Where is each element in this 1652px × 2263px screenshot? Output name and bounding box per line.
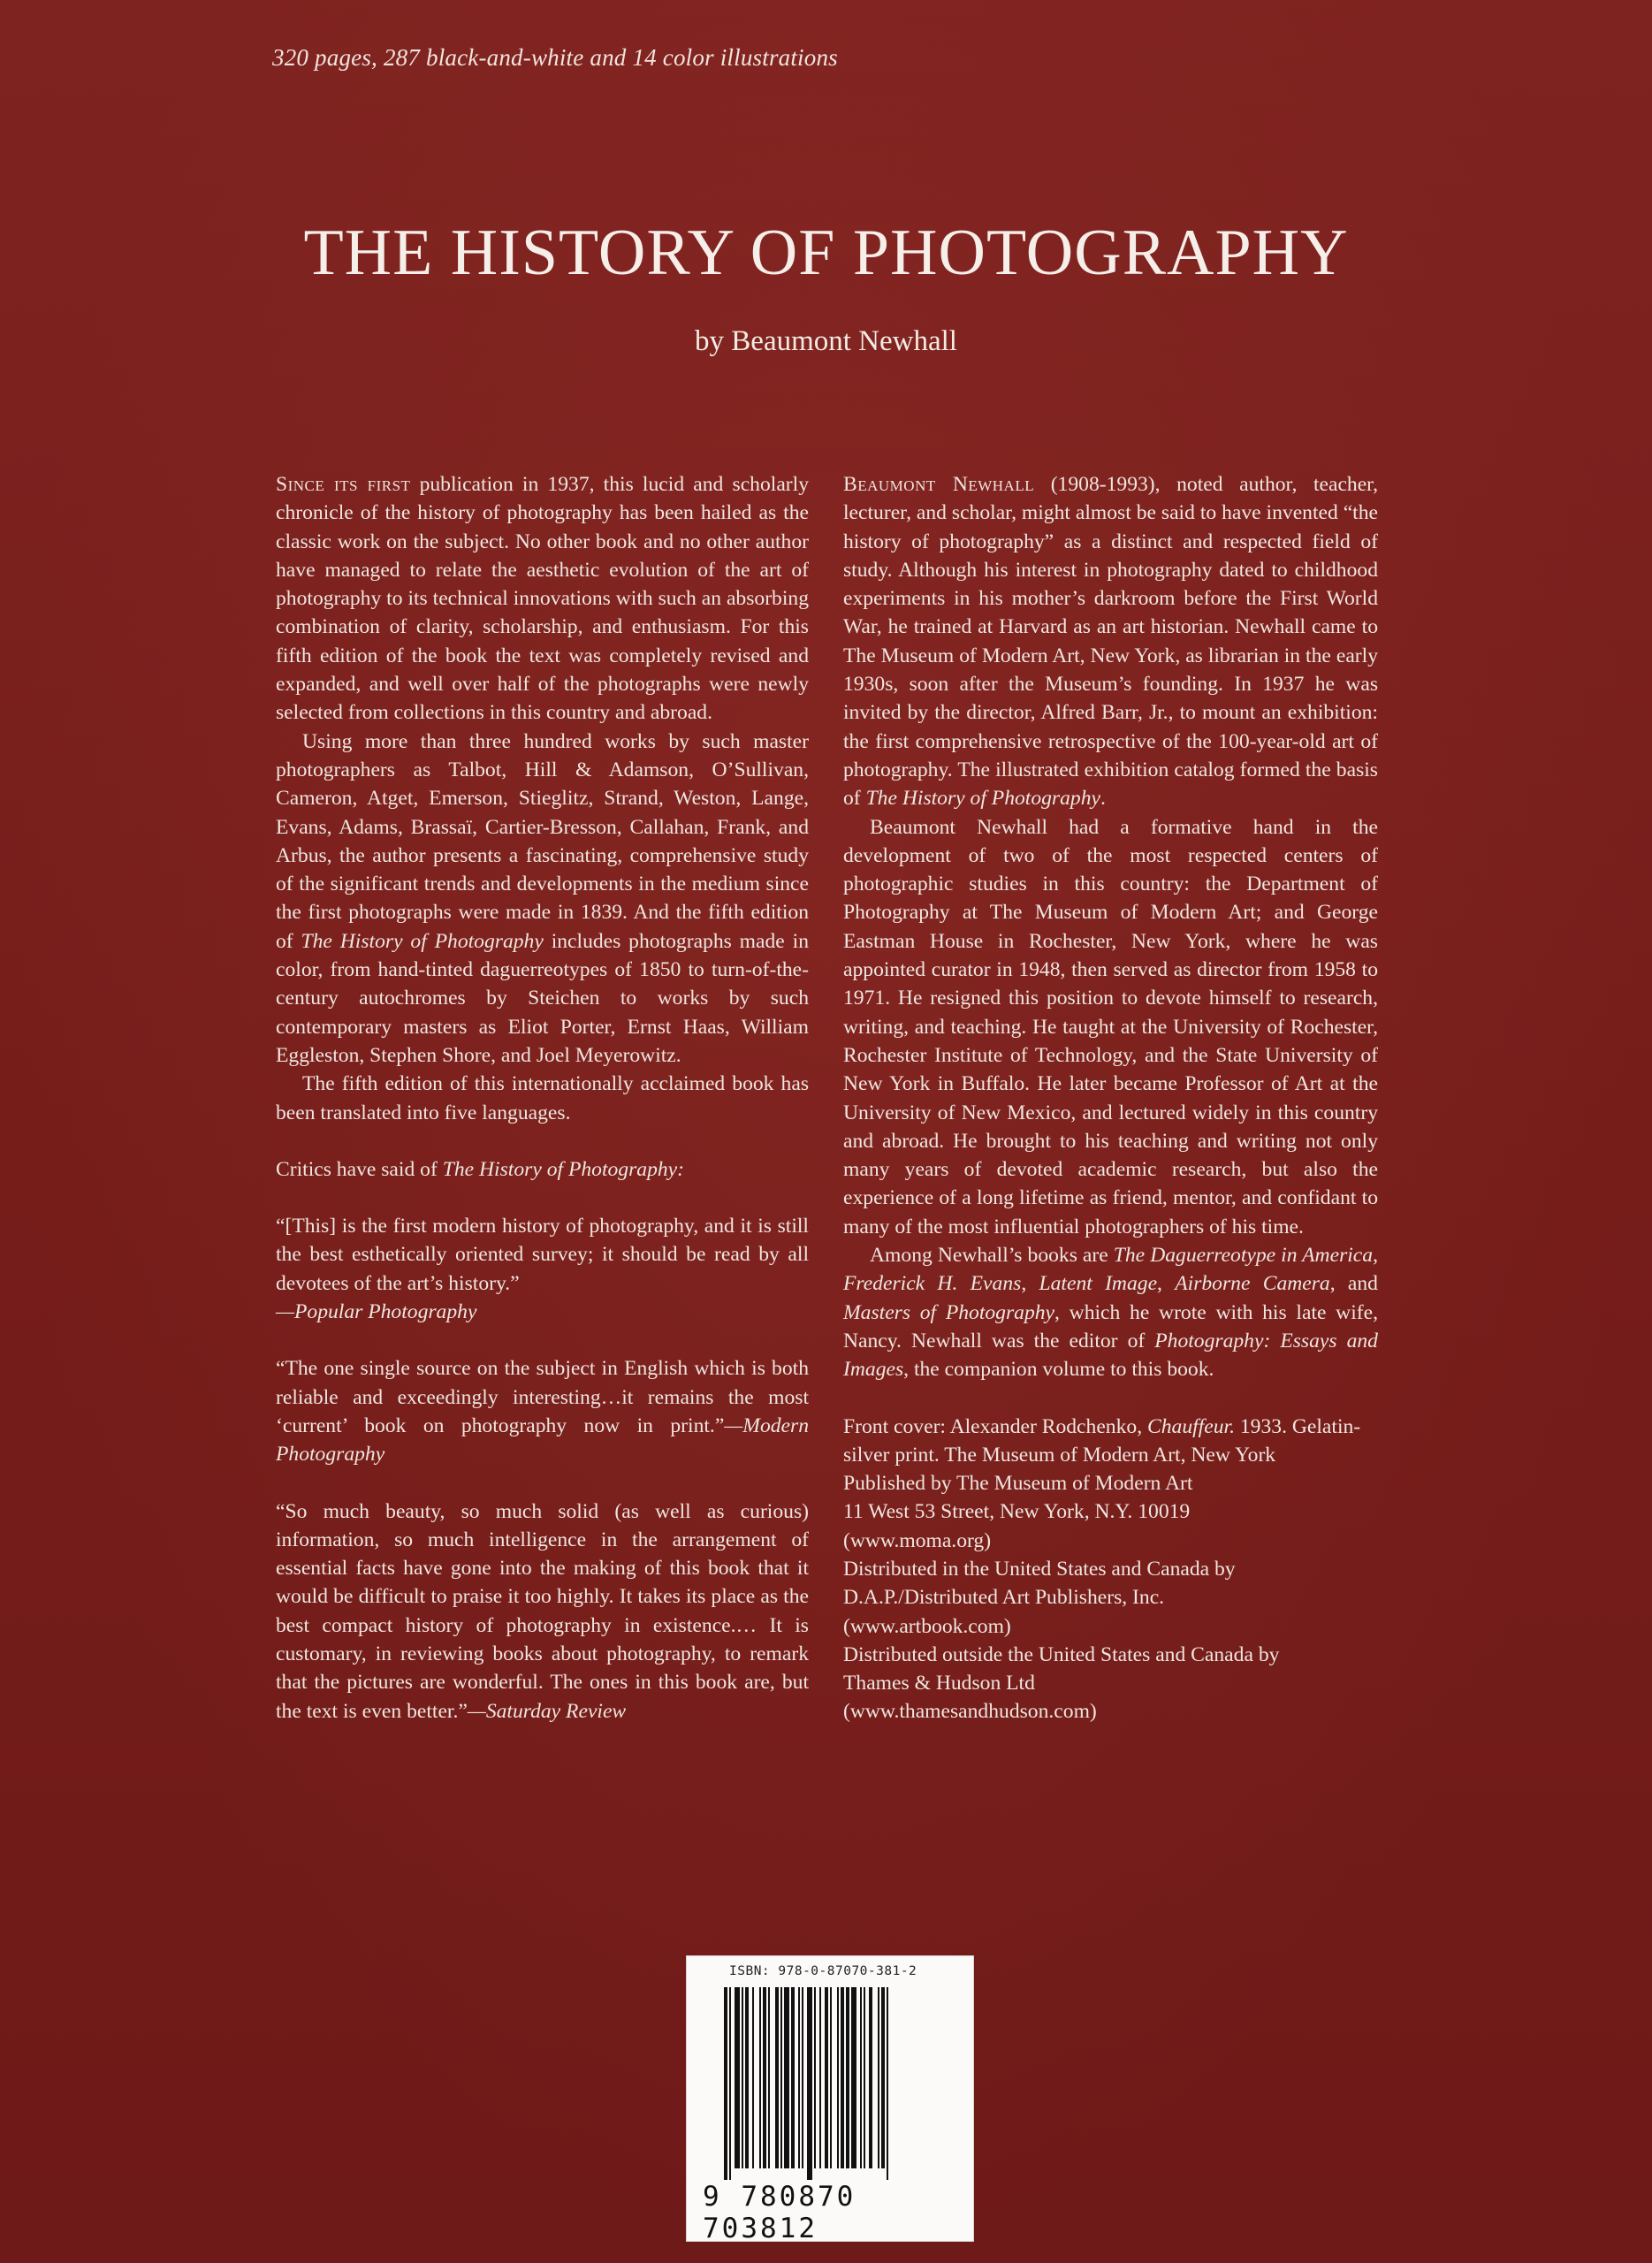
book-title-ref: The History of Photography	[301, 929, 544, 953]
bio-lead: Beaumont Newhall	[843, 473, 1035, 496]
barcode-bar	[775, 1987, 779, 2168]
barcode-digits: 9 780870 703812	[703, 2181, 856, 2244]
book-ref: The Daguerreotype in America	[1113, 1244, 1374, 1268]
bio-book-title: The History of Photography	[865, 787, 1100, 811]
publisher-url: (www.moma.org)	[843, 1528, 992, 1552]
barcode-bar	[814, 1987, 816, 2168]
barcode-bar	[846, 1987, 849, 2168]
books-paragraph: Among Newhall’s books are The Daguerreotype in America, Frederick H. Evans, Latent Image, Airborne Camera, and Masters of Photography, which he wrote with his late wife, Nancy. Newhall was the editor of Photography: Essays and Images, the companion volume to this book.	[843, 1244, 1378, 1382]
cover-artwork-title: Chauffeur.	[1147, 1414, 1235, 1438]
intl-distributor-name: Thames & Hudson Ltd	[843, 1672, 1035, 1695]
barcode-bar	[759, 1987, 761, 2168]
intl-distributor-line: Distributed outside the United States and Canada by	[843, 1642, 1280, 1666]
us-distributor-line: Distributed in the United States and Canada by	[843, 1557, 1236, 1581]
publisher-line: Published by The Museum of Modern Art	[843, 1472, 1193, 1496]
quote-text: “So much beauty, so much solid (as well as curious) information, so much intelligence in the arrangement of essential facts have gone into the making of this book that it would be difficult to praise it too highly. It takes its place as the best compact history of photography in existence.… It is customary, in reviewing books about photography, to remark that the pictures are wonderful. The ones in this book are, but the text is even better.”	[276, 1499, 809, 1723]
barcode-bar	[869, 1987, 872, 2168]
quote-source: —Modern Photography	[276, 1413, 809, 1467]
bio-paragraph: Beaumont Newhall (1908-1993), noted author, teacher, lecturer, and scholar, might almost be said to have invented “the history of photography” as a distinct and respected field of study. Although his interest in photography dated to childhood experiments in his mother’s darkroom before the First World War, he trained at Harvard as an art historian. Newhall came to The Museum of Modern Art, New York, as librarian in the early 1930s, soon after the Museum’s founding. In 1937 he was invited by the director, Alfred Barr, Jr., to mount an exhibition: the first comprehensive retrospective of the 100-year-old art of photography. The illustrated exhibition catalog formed the basis of The History of Photography.	[843, 473, 1378, 811]
books-text-end: , the companion volume to this book.	[903, 1358, 1214, 1382]
barcode-bar	[819, 1987, 821, 2168]
photographers-text: Using more than three hundred works by such master photographers as Talbot, Hill & Adamson, O’Sullivan, Cameron, Atget, Emerson, Stieglitz, Strand, Weston, Lange, Evans, Adams, Brassaï, Cartier-Bresson, Callahan, Frank, and Arbus, the author presents a fascinating, comprehensive study of the significant trends and developments in the medium since the first photographs were made in 1839. And the fifth edition of	[276, 729, 809, 953]
book-ref: Frederick H. Evans	[843, 1272, 1022, 1296]
barcode-bar	[784, 1987, 789, 2168]
barcode-bar	[798, 1987, 800, 2168]
career-paragraph: Beaumont Newhall had a formative hand in the development of two of the most respected centers of photographic studies in this country: the Department of Photography at The Museum of Modern Art; and George Eastman House in Rochester, New York, where he was appointed curator in 1948, then served as director from 1958 to 1971. He resigned this position to devote himself to research, writing, and teaching. He taught at the University of Rochester, Rochester Institute of Technology, and the State University of New York in Buffalo. He later became Professor of Art at the University of New Mexico, and lectured widely in this country and abroad. He brought to his teaching and writing not only many years of devoted academic research, but also the experience of a long lifetime as friend, mentor, and confidant to many of the most influential photographers of his time.	[843, 815, 1378, 1238]
cover-credit-text: Front cover: Alexander Rodchenko,	[843, 1414, 1147, 1438]
books-text-cont: , which he wrote with his late wife, Nancy. Newhall was the editor of	[843, 1300, 1378, 1352]
barcode-bar	[807, 1987, 812, 2180]
author-column	[843, 470, 1378, 1726]
critics-intro	[276, 1155, 809, 1184]
isbn-barcode	[687, 1956, 973, 2244]
quote-popular-photography	[276, 1212, 809, 1326]
barcode-bar	[860, 1987, 862, 2168]
barcode-bar	[745, 1987, 749, 2168]
barcode-bar	[825, 1987, 828, 2168]
author-byline: by Beaumont Newhall	[695, 325, 957, 357]
book-ref: Masters of Photography	[843, 1300, 1055, 1324]
books-text: Among Newhall’s books are	[870, 1244, 1114, 1268]
photographers-paragraph	[276, 728, 809, 1071]
publication-credits	[843, 1413, 1378, 1726]
intro-body: publication in 1937, this lucid and scholarly chronicle of the history of photography has been hailed as the classic work on the subject. No other book and no other author have managed to relate the aesthetic evolution of the art of photography to its technical innovations with such an absorbing combination of clarity, scholarship, and enthusiasm. For this fifth edition of the book the text was completely revised and expanded, and well over half of the photographs were newly selected from collections in this country and abroad.	[276, 473, 809, 725]
isbn-label: ISBN: 978-0-87070-381-2	[729, 1964, 917, 1978]
book-ref: Latent Image	[1039, 1272, 1158, 1296]
critics-book-title: The History of Photography:	[442, 1157, 684, 1181]
quote-text: “[This] is the first modern history of photography, and it is still the best esthetically oriented survey; it should be read by all devotees of the art’s history.”	[276, 1215, 809, 1295]
cover-credit	[843, 1413, 1378, 1470]
critics-text: Critics have said of	[276, 1157, 443, 1181]
intro-paragraph	[276, 470, 809, 728]
barcode-bar	[878, 1987, 879, 2168]
quote-text: “The one single source on the subject in English which is both reliable and exceedingly interesting…it remains the most ‘current’ book on photography now in print.”	[276, 1357, 809, 1437]
quote-source: —Popular Photography	[276, 1300, 477, 1324]
publisher-address: 11 West 53 Street, New York, N.Y. 10019	[843, 1500, 1191, 1524]
description-column	[276, 470, 809, 1726]
barcode-bar	[851, 1987, 856, 2168]
barcode-bar	[742, 1987, 743, 2168]
bio-text: (1908-1993), noted author, teacher, lecturer, and scholar, might almost be said to have invented “the history of photography” as a distinct and respected field of study. Although his interest in photography dated to childhood experiments in his mother’s darkroom before the First World War, he trained at Harvard as an art historian. Newhall came to The Museum of Modern Art, New York, as librarian in the early 1930s, soon after the Museum’s founding. In 1937 he was invited by the director, Alfred Barr, Jr., to mount an exhibition: the first comprehensive retrospective of the 100-year-old art of photography. The illustrated exhibition catalog formed the basis of	[843, 473, 1378, 811]
translation-paragraph: The fifth edition of this internationally acclaimed book has been translated into five languages.	[276, 1072, 809, 1124]
book-ref: Airborne Camera	[1175, 1272, 1330, 1296]
barcode-bar	[763, 1987, 766, 2168]
us-distributor-name: D.A.P./Distributed Art Publishers, Inc.	[843, 1586, 1165, 1610]
barcode-bar	[724, 1987, 727, 2180]
barcode-bar	[887, 1987, 888, 2180]
barcode-bar	[780, 1987, 782, 2168]
barcode-bar	[802, 1987, 803, 2168]
barcode-bar	[768, 1987, 770, 2168]
barcode-bar	[791, 1987, 795, 2168]
quote-modern-photography	[276, 1354, 809, 1468]
cover-credit-text-cont: 1933. Gelatin-silver print. The Museum of Modern Art, New York	[843, 1414, 1361, 1467]
barcode-bar	[841, 1987, 844, 2168]
barcode-bar	[864, 1987, 865, 2168]
barcode-bar	[729, 1987, 731, 2180]
barcode-bar	[830, 1987, 832, 2168]
us-distributor-url: (www.artbook.com)	[843, 1614, 1011, 1638]
photographers-text-cont: includes photographs made in color, from hand-tinted daguerreotypes of 1850 to turn-of-the-century autochromes by Steichen to works by such contemporary masters as Eliot Porter, Ernst Haas, William Eggleston, Stephen Shore, and Joel Meyerowitz.	[276, 929, 809, 1067]
intl-distributor-url: (www.thamesandhudson.com)	[843, 1700, 1097, 1724]
barcode-bar	[837, 1987, 839, 2168]
book-title: THE HISTORY OF PHOTOGRAPHY	[303, 217, 1349, 289]
book-ref: Photography: Essays and Images	[843, 1329, 1378, 1382]
intro-lead: Since its first	[276, 473, 411, 496]
barcode-bar	[735, 1987, 740, 2168]
quote-saturday-review	[276, 1497, 809, 1726]
barcode-bars	[724, 1987, 936, 2180]
barcode-bar	[881, 1987, 885, 2168]
barcode-bar	[752, 1987, 754, 2168]
quote-source: —Saturday Review	[467, 1699, 627, 1723]
page-count-note: 320 pages, 287 black-and-white and 14 color illustrations	[272, 44, 838, 71]
